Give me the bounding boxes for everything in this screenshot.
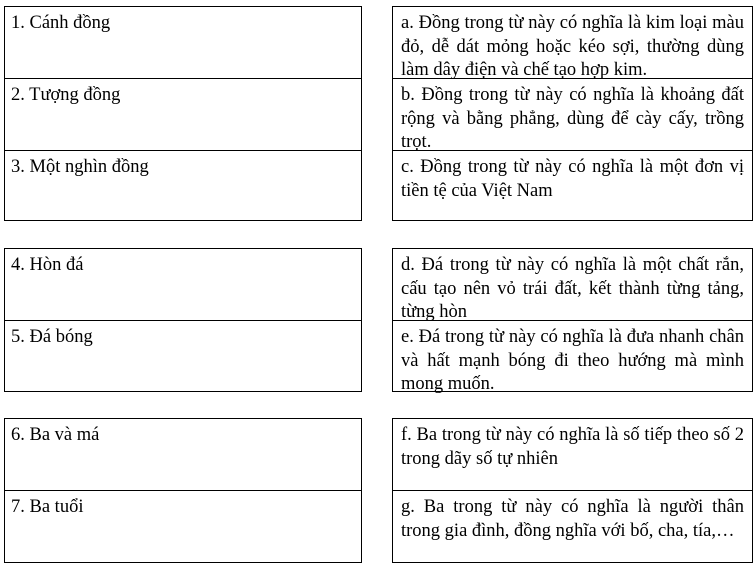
word-cell [5, 79, 361, 151]
meaning-text: e. Đá trong từ này có nghĩa là đưa nhanh chân và hất mạnh bóng đi theo hướng mà mình mong muốn. [401, 327, 744, 394]
words-box-dong [4, 6, 362, 221]
meaning-cell [393, 79, 752, 151]
words-box-ba [4, 418, 362, 563]
meanings-box-ba [392, 418, 753, 563]
word-cell [5, 7, 361, 79]
meaning-text: b. Đồng trong từ này có nghĩa là khoảng đất rộng và bằng phẳng, dùng để cày cấy, trồng trọt. [401, 85, 744, 152]
meaning-text: c. Đồng trong từ này có nghĩa là một đơn vị tiền tệ của Việt Nam [401, 157, 744, 201]
meaning-cell [393, 151, 752, 220]
word-text: 7. Ba tuổi [11, 497, 84, 517]
word-text: 5. Đá bóng [11, 327, 93, 347]
word-text: 1. Cánh đồng [11, 13, 111, 33]
meaning-text: g. Ba trong từ này có nghĩa là người thân trong gia đình, đồng nghĩa với bố, cha, tía,… [401, 497, 744, 541]
word-cell [5, 151, 361, 220]
meanings-box-da [392, 248, 753, 392]
word-cell [5, 321, 361, 391]
meaning-cell [393, 321, 752, 394]
words-box-da [4, 248, 362, 392]
meanings-box-dong [392, 6, 753, 221]
meaning-cell [393, 7, 752, 79]
word-text: 6. Ba và má [11, 425, 100, 445]
word-cell [5, 491, 361, 562]
word-text: 4. Hòn đá [11, 255, 84, 275]
word-cell [5, 419, 361, 491]
meaning-text: f. Ba trong từ này có nghĩa là số tiếp theo số 2 trong dãy số tự nhiên [401, 425, 744, 469]
word-text: 2. Tượng đồng [11, 85, 121, 105]
meaning-text: a. Đồng trong từ này có nghĩa là kim loại màu đỏ, dễ dát mỏng hoặc kéo sợi, thường dùng làm dây điện và chế tạo hợp kim. [401, 13, 744, 80]
meaning-cell [393, 491, 752, 562]
meaning-cell [393, 249, 752, 321]
word-cell [5, 249, 361, 321]
meaning-cell [393, 419, 752, 491]
word-text: 3. Một nghìn đồng [11, 157, 149, 177]
meaning-text: d. Đá trong từ này có nghĩa là một chất rắn, cấu tạo nên vỏ trái đất, kết thành từng tảng, từng hòn [401, 255, 744, 322]
